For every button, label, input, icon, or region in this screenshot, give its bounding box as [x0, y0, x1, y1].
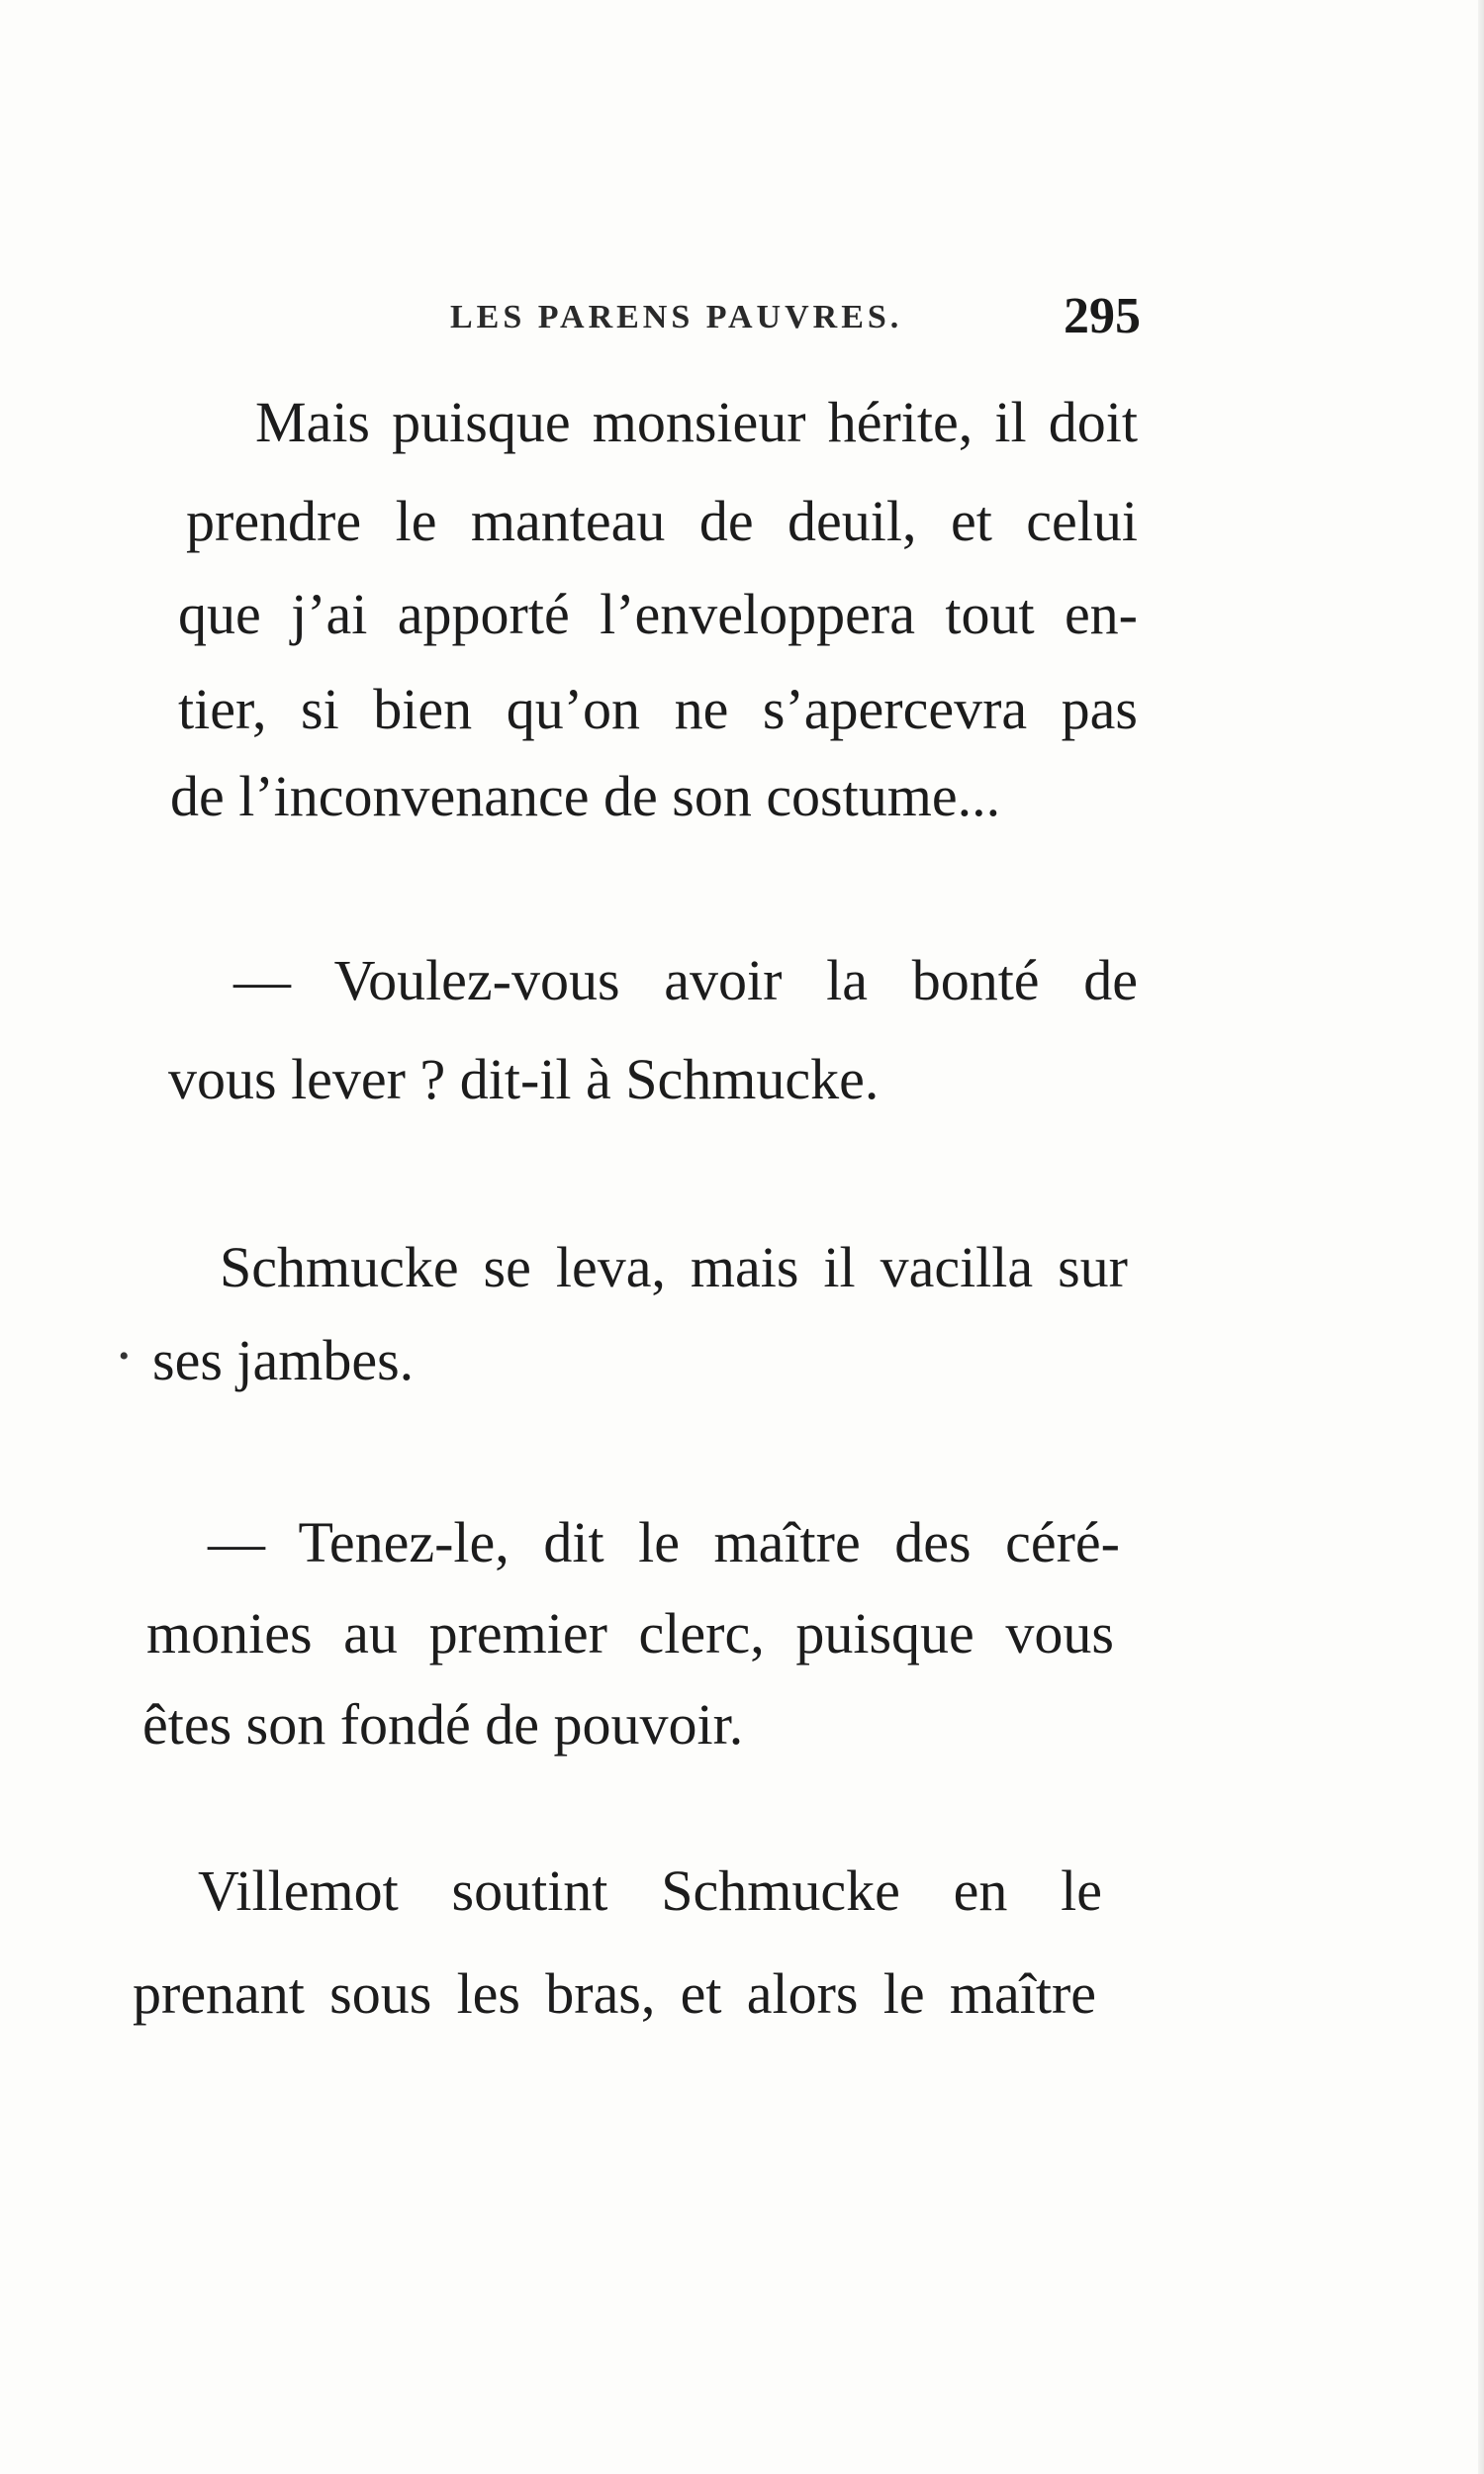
stray-mark: • — [119, 1340, 130, 1373]
text-line: prendre le manteau de deuil, et celui — [186, 489, 1138, 553]
text-line: Villemot soutint Schmucke en le — [198, 1858, 1102, 1923]
text-line: prenant sous les bras, et alors le maître — [133, 1961, 1096, 2026]
text-line: Schmucke se leva, mais il vacilla sur — [220, 1235, 1128, 1299]
text-line: monies au premier clerc, puisque vous — [146, 1601, 1114, 1665]
text-line: vous lever ? dit-il à Schmucke. — [168, 1047, 880, 1111]
text-line: tier, si bien qu’on ne s’apercevra pas — [178, 677, 1138, 741]
page-edge-shadow — [1478, 0, 1484, 2474]
page-number: 295 — [1064, 288, 1141, 344]
text-line: que j’ai apporté l’enveloppera tout en- — [178, 582, 1138, 646]
running-head: LES PARENS PAUVRES. — [450, 299, 903, 335]
text-line: de l’inconvenance de son costume... — [170, 764, 1001, 828]
text-line: — Tenez-le, dit le maître des céré- — [208, 1510, 1120, 1574]
text-line: êtes son fondé de pouvoir. — [142, 1692, 744, 1757]
text-line: — Voulez-vous avoir la bonté de — [233, 948, 1138, 1012]
text-line: ses jambes. — [152, 1328, 415, 1392]
text-line: Mais puisque monsieur hérite, il doit — [255, 390, 1138, 454]
